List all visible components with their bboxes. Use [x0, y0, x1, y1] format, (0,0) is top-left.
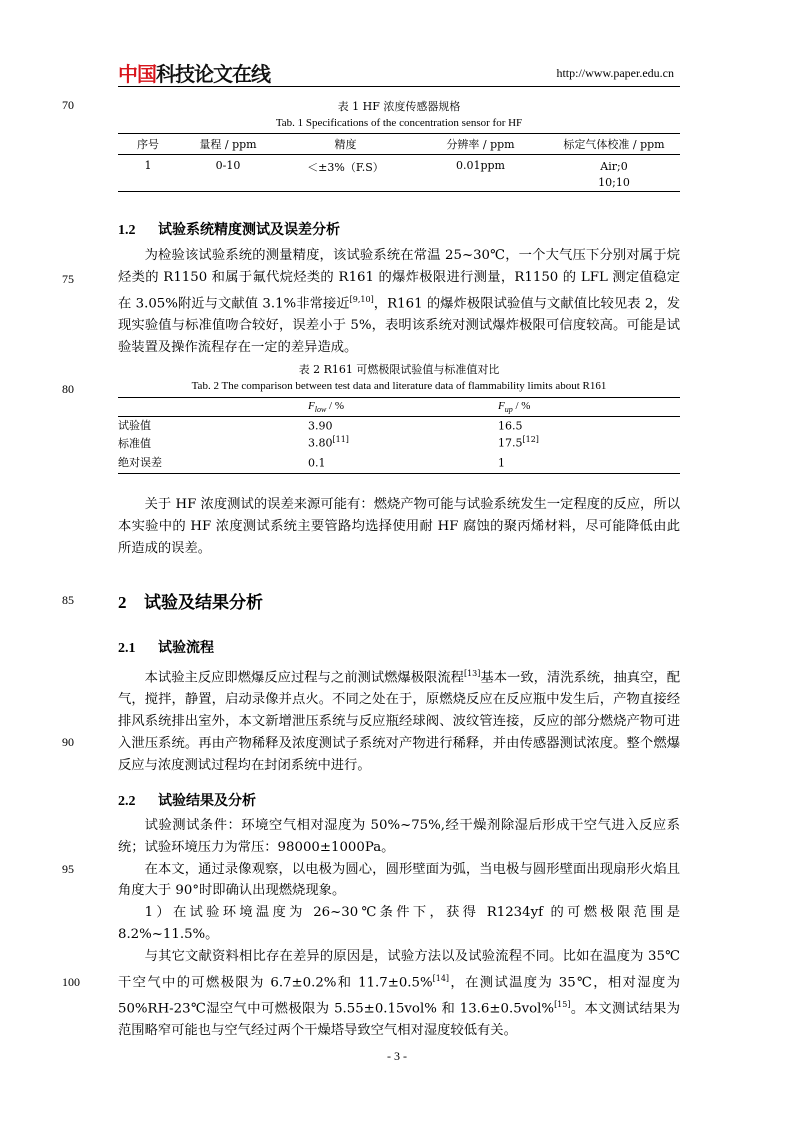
- section-2-1-paragraph: 本试验主反应即燃爆反应过程与之前测试燃爆极限流程[13]基本一致，清洗系统，抽真空，配气，搅拌，静置，启动录像并点火。不同之处在于，原燃烧反应在反应瓶中发生后，产物直接经排风系统排出室外，本文新增泄压系统与反应瓶经球阀、波纹管连接，反应的部分燃烧产物可进入泄压系统。再由产物稀释及浓度测试子系统对产物进行稀释，并由传感器测试浓度。整个燃爆反应与浓度测试过程均在封闭系统中进行。: [118, 669, 680, 773]
- line-number: 90: [62, 735, 74, 749]
- section-heading-2-2: 2.2 试验结果及分析: [118, 793, 256, 809]
- line-number: 75: [62, 272, 74, 286]
- table2-cell: 16.5: [498, 419, 523, 433]
- table1-cell: 1: [144, 159, 152, 172]
- table1-header-cell: 标定气体校准 / ppm: [563, 138, 665, 151]
- line-number: 100: [62, 975, 80, 989]
- section-1-2-paragraph: 为检验该试验系统的测量精度，该试验系统在常温 25~30℃，一个大气压下分别对属于烷烃类的 R1150 和属于氟代烷烃类的 R161 的爆炸极限进行测量，R1150 的 LFL 测定值稳定在 3.05%附近与文献值 3.1%非常接近[9,10]，R161 的爆炸极限试验值与文献值比较见表 2，发现实验值与标准值吻合较好，误差小于 5%，表明该系统对测试爆炸极限可信度较高。可能是试验装置及操作流程存在一定的差异造成。: [118, 248, 680, 355]
- line-number: 70: [62, 98, 74, 112]
- page-number: - 3 -: [387, 1049, 407, 1063]
- hf-error-paragraph: 关于 HF 浓度测试的误差来源可能有：燃烧产物可能与试验系统发生一定程度的反应，所以本实验中的 HF 浓度测试系统主要管路均选择使用耐 HF 腐蚀的聚丙烯材料，尽可能降低由此所造成的误差。: [118, 497, 680, 556]
- table1-cell-line: 10;10: [598, 176, 630, 189]
- table1-cell: [548, 155, 680, 192]
- table2-cell: 3.80[11]: [308, 435, 349, 450]
- table1-header-cell: 分辨率 / ppm: [446, 138, 515, 151]
- header-url: http://www.paper.edu.cn: [556, 66, 674, 80]
- citation: [14]: [432, 973, 450, 983]
- table2-cell: 1: [498, 456, 505, 470]
- table1-header-row: [118, 134, 680, 155]
- citation: [9,10]: [349, 294, 374, 304]
- table2-cell: 17.5[12]: [498, 435, 539, 450]
- citation: [12]: [522, 435, 539, 445]
- section-heading-1-2: 1.2 试验系统精度测试及误差分析: [118, 222, 340, 238]
- table2-caption-cn: 表 2 R161 可燃极限试验值与标准值对比: [298, 363, 500, 376]
- section-heading-2-1: 2.1 试验流程: [118, 640, 214, 656]
- paragraph: 与其它文献资料相比存在差异的原因是，试验方法以及试验流程不同。比如在温度为 35℃ 干空气中的可燃极限为 6.7±0.2%和 11.7±0.5%[14]，在测试温度为 35℃，相对湿度为 50%RH-23℃湿空气中可燃极限为 5.55±0.15vol% 和 13.6±0.5vol%[15]。本文测试结果为范围略窄可能也与空气经过两个干燥塔导致空气相对湿度较低有关。: [118, 948, 681, 1039]
- table1-cell: 0.01ppm: [455, 159, 505, 172]
- line-number: 95: [62, 862, 74, 876]
- table2-cell: 试验值: [118, 419, 151, 433]
- paragraph: 试验测试条件：环境空气相对湿度为 50%~75%,经干燥剂除湿后形成干空气进入反应系统；试验环境压力为常压：98000±1000Pa。: [118, 818, 680, 855]
- table-row: [118, 155, 680, 192]
- table2-header-cell: $F_{low}$ / %: [308, 399, 345, 415]
- section-heading-2: 2 试验及结果分析: [118, 593, 263, 613]
- table2-cell: 标准值: [118, 436, 151, 450]
- table1-header-cell: 量程 / ppm: [199, 138, 257, 151]
- citation: [15]: [554, 999, 571, 1009]
- table2-header-cell: [118, 398, 308, 417]
- citation: [13]: [463, 669, 481, 678]
- table2-cell: 0.1: [308, 456, 326, 470]
- table1-caption-en: Tab. 1 Specifications of the concentration sensor for HF: [275, 117, 523, 129]
- table1-cell: ＜±3%（F.S）: [307, 161, 384, 174]
- table1: [118, 133, 680, 192]
- line-number: 80: [62, 382, 74, 396]
- journal-logo: 中国科技论文在线: [118, 62, 270, 86]
- table1-caption-cn: 表 1 HF 浓度传感器规格: [337, 100, 461, 113]
- table2: [118, 397, 680, 474]
- paragraph: 在本文，通过录像观察，以电极为圆心，圆形壁面为弧，当电极与圆形壁面出现扇形火焰且角度大于 90°时即确认出现燃烧现象。: [118, 861, 680, 899]
- paragraph: 1）在试验环境温度为 26~30℃条件下，获得 R1234yf 的可燃极限范围是 8.2%~11.5%。: [118, 905, 680, 942]
- table2-header-row: [118, 398, 680, 417]
- table1-cell-line: Air;0: [600, 160, 628, 173]
- table2-caption-en: Tab. 2 The comparison between test data and literature data of flammability limits about R161: [191, 380, 607, 392]
- table-row: [118, 417, 680, 434]
- section-2-2-paragraphs: [118, 815, 680, 1042]
- table1-header-cell: 精度: [334, 138, 357, 151]
- table-row: [118, 434, 680, 452]
- header-rule: [118, 86, 680, 87]
- table1-cell: 0-10: [215, 159, 241, 172]
- table2-cell: 3.90: [308, 419, 333, 433]
- line-number: 85: [62, 593, 74, 607]
- table2-cell: 绝对误差: [118, 456, 162, 470]
- table-row: [118, 452, 680, 474]
- table2-header-cell: $F_{up}$ / %: [498, 399, 531, 415]
- table1-header-cell: 序号: [137, 138, 159, 151]
- citation: [11]: [332, 435, 349, 445]
